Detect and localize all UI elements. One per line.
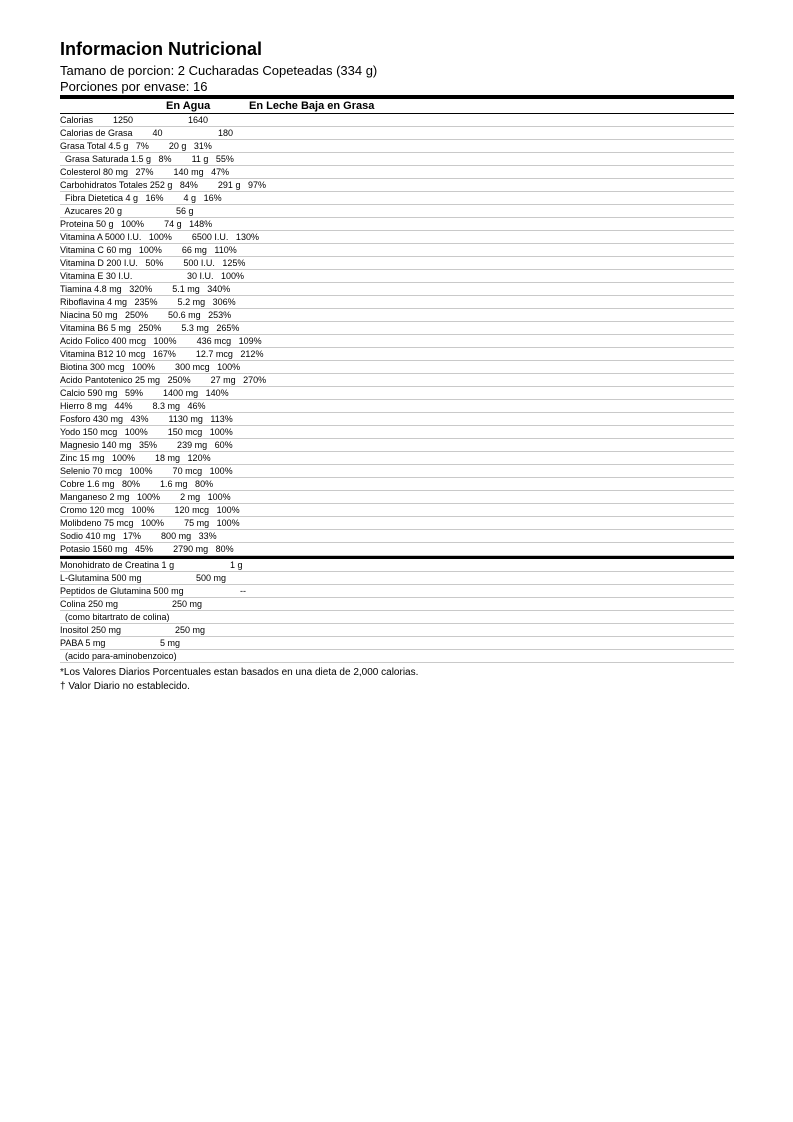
table-row <box>60 426 734 439</box>
table-row <box>60 374 734 387</box>
row-text: Carbohidratos Totales 252 g 84% 291 g 97% <box>60 180 266 190</box>
row-text: Vitamina B12 10 mcg 167% 12.7 mcg 212% <box>60 349 264 359</box>
row-text: Molibdeno 75 mcg 100% 75 mg 100% <box>60 518 240 528</box>
row-text: L-Glutamina 500 mg <box>60 573 142 583</box>
table-row <box>60 400 734 413</box>
row-text: Proteina 50 g 100% 74 g 148% <box>60 219 213 229</box>
column-milk: En Leche Baja en Grasa <box>249 100 375 112</box>
row-text: Colina 250 mg <box>60 599 119 609</box>
nutrient-table <box>60 113 734 556</box>
footnote-daily-values: *Los Valores Diarios Porcentuales estan basados en una dieta de 2,000 calorias. <box>60 667 419 678</box>
row-text: Fibra Dietetica 4 g 16% 4 g 16% <box>60 193 222 203</box>
footnotes <box>60 666 734 694</box>
row-text: Magnesio 140 mg 35% 239 mg 60% <box>60 440 233 450</box>
row-text: Azucares 20 g <box>60 206 123 216</box>
row-text: Grasa Saturada 1.5 g 8% 11 g 55% <box>60 154 234 164</box>
row-text: Yodo 150 mcg 100% 150 mcg 100% <box>60 427 233 437</box>
table-row <box>60 530 734 543</box>
row-text: Inositol 250 mg <box>60 625 122 635</box>
table-row <box>60 166 734 179</box>
table-row <box>60 650 734 663</box>
table-row <box>60 205 734 218</box>
table-row <box>60 270 734 283</box>
row-milk-value: 30 I.U. 100% <box>187 271 245 281</box>
table-row <box>60 296 734 309</box>
row-milk-value: 1640 <box>188 115 209 125</box>
table-row <box>60 192 734 205</box>
table-row <box>60 478 734 491</box>
table-row <box>60 465 734 478</box>
row-text: (acido para-aminobenzoico) <box>60 651 177 661</box>
nutrition-facts-label <box>60 38 734 694</box>
table-row <box>60 624 734 637</box>
table-row <box>60 257 734 270</box>
table-row <box>60 140 734 153</box>
row-milk-value: 500 mg <box>196 573 227 583</box>
row-text: Potasio 1560 mg 45% 2790 mg 80% <box>60 544 234 554</box>
row-text: Grasa Total 4.5 g 7% 20 g 31% <box>60 141 212 151</box>
table-row <box>60 439 734 452</box>
column-headers <box>60 99 734 113</box>
row-text: Sodio 410 mg 17% 800 mg 33% <box>60 531 217 541</box>
table-row <box>60 361 734 374</box>
table-row <box>60 309 734 322</box>
table-row <box>60 348 734 361</box>
table-row <box>60 611 734 624</box>
row-text: Tiamina 4.8 mg 320% 5.1 mg 340% <box>60 284 231 294</box>
row-text: Vitamina C 60 mg 100% 66 mg 110% <box>60 245 237 255</box>
row-text: Calorias de Grasa 40 <box>60 128 163 138</box>
row-text: Selenio 70 mcg 100% 70 mcg 100% <box>60 466 233 476</box>
servings-per-container: Porciones por envase: 16 <box>60 79 734 96</box>
row-text: PABA 5 mg <box>60 638 106 648</box>
table-row <box>60 387 734 400</box>
row-text: Acido Folico 400 mcg 100% 436 mcg 109% <box>60 336 262 346</box>
row-milk-value: 5 mg <box>160 638 181 648</box>
row-text: Monohidrato de Creatina 1 g <box>60 560 175 570</box>
table-row <box>60 413 734 426</box>
row-text: Zinc 15 mg 100% 18 mg 120% <box>60 453 211 463</box>
table-row <box>60 559 734 572</box>
serving-size: Tamano de porcion: 2 Cucharadas Copeteadas (334 g) <box>60 63 378 78</box>
row-text: Biotina 300 mcg 100% 300 mcg 100% <box>60 362 241 372</box>
label-title: Informacion Nutricional <box>60 39 263 59</box>
other-ingredients-table <box>60 559 734 663</box>
table-row <box>60 517 734 530</box>
row-text: Acido Pantotenico 25 mg 250% 27 mg 270% <box>60 375 267 385</box>
row-text: Vitamina E 30 I.U. <box>60 271 133 281</box>
table-row <box>60 283 734 296</box>
table-row <box>60 491 734 504</box>
row-text: Niacina 50 mg 250% 50.6 mg 253% <box>60 310 232 320</box>
table-row <box>60 452 734 465</box>
table-row <box>60 244 734 257</box>
table-row <box>60 127 734 140</box>
footnote-no-daily-value: † Valor Diario no establecido. <box>60 681 190 692</box>
table-row <box>60 637 734 650</box>
table-row <box>60 585 734 598</box>
row-text: Vitamina D 200 I.U. 50% 500 I.U. 125% <box>60 258 246 268</box>
row-milk-value: 1 g <box>230 560 243 570</box>
row-milk-value: -- <box>240 586 246 596</box>
table-row <box>60 179 734 192</box>
table-row <box>60 335 734 348</box>
row-text: Cobre 1.6 mg 80% 1.6 mg 80% <box>60 479 214 489</box>
row-milk-value: 250 mg <box>175 625 206 635</box>
row-text: (como bitartrato de colina) <box>60 612 170 622</box>
table-row <box>60 153 734 166</box>
table-row <box>60 114 734 127</box>
row-text: Vitamina A 5000 I.U. 100% 6500 I.U. 130% <box>60 232 259 242</box>
row-text: Vitamina B6 5 mg 250% 5.3 mg 265% <box>60 323 240 333</box>
table-row <box>60 231 734 244</box>
table-row <box>60 218 734 231</box>
row-text: Calorias 1250 <box>60 115 134 125</box>
row-text: Peptidos de Glutamina 500 mg <box>60 586 184 596</box>
row-text: Riboflavina 4 mg 235% 5.2 mg 306% <box>60 297 236 307</box>
table-row <box>60 572 734 585</box>
row-text: Calcio 590 mg 59% 1400 mg 140% <box>60 388 229 398</box>
table-row <box>60 598 734 611</box>
row-milk-value: 180 <box>218 128 234 138</box>
table-row <box>60 543 734 556</box>
row-text: Fosforo 430 mg 43% 1130 mg 113% <box>60 414 233 424</box>
row-text: Cromo 120 mcg 100% 120 mcg 100% <box>60 505 240 515</box>
row-text: Colesterol 80 mg 27% 140 mg 47% <box>60 167 230 177</box>
table-row <box>60 504 734 517</box>
row-milk-value: 56 g <box>176 206 194 216</box>
column-water: En Agua <box>166 100 211 112</box>
table-row <box>60 322 734 335</box>
row-text: Manganeso 2 mg 100% 2 mg 100% <box>60 492 231 502</box>
row-milk-value: 250 mg <box>172 599 203 609</box>
row-text: Hierro 8 mg 44% 8.3 mg 46% <box>60 401 206 411</box>
